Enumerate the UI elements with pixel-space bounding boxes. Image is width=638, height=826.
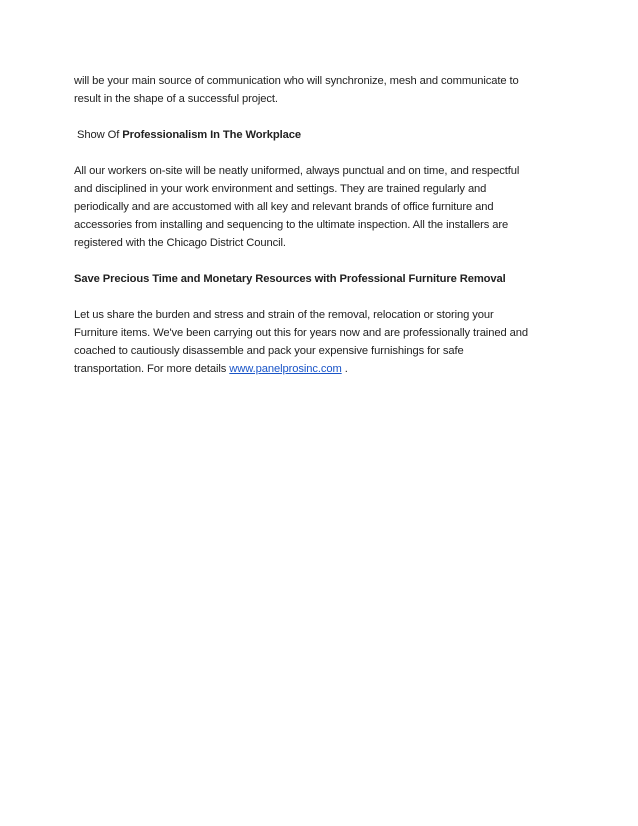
section-heading-professionalism xyxy=(74,126,574,144)
website-link[interactable]: www.panelprosinc.com xyxy=(229,363,342,375)
removal-line-2: Furniture items. We've been carrying out this for years now and are professionally trained and xyxy=(74,327,528,339)
section-heading-furniture-removal: Save Precious Time and Monetary Resources with Professional Furniture Removal xyxy=(74,273,506,285)
removal-line-4-prefix: transportation. For more details xyxy=(74,363,230,375)
professionalism-line-2: and disciplined in your work environment and settings. They are trained regularly and xyxy=(74,183,487,195)
heading-bold-text: Professionalism In The Workplace xyxy=(122,129,301,141)
removal-line-3: coached to cautiously disassemble and pack your expensive furnishings for safe xyxy=(74,345,464,357)
removal-line-1: Let us share the burden and stress and strain of the removal, relocation or storing your xyxy=(74,309,494,321)
intro-line-1: will be your main source of communication who will synchronize, mesh and communicate to xyxy=(74,75,519,87)
professionalism-line-5: registered with the Chicago District Council. xyxy=(74,237,286,249)
intro-line-2: result in the shape of a successful project. xyxy=(74,93,278,105)
intro-paragraph xyxy=(74,72,574,108)
professionalism-line-3: periodically and are accustomed with all key and relevant brands of office furniture and xyxy=(74,201,494,213)
removal-paragraph xyxy=(74,306,574,378)
document-body xyxy=(74,72,574,396)
professionalism-line-1: All our workers on-site will be neatly uniformed, always punctual and on time, and respectful xyxy=(74,165,520,177)
professionalism-line-4: accessories from installing and sequencing to the ultimate inspection. All the installers are xyxy=(74,219,509,231)
heading-prefix: Show Of xyxy=(74,129,123,141)
removal-line-4 xyxy=(74,360,574,378)
removal-line-4-suffix: . xyxy=(341,363,348,375)
professionalism-paragraph xyxy=(74,162,574,252)
